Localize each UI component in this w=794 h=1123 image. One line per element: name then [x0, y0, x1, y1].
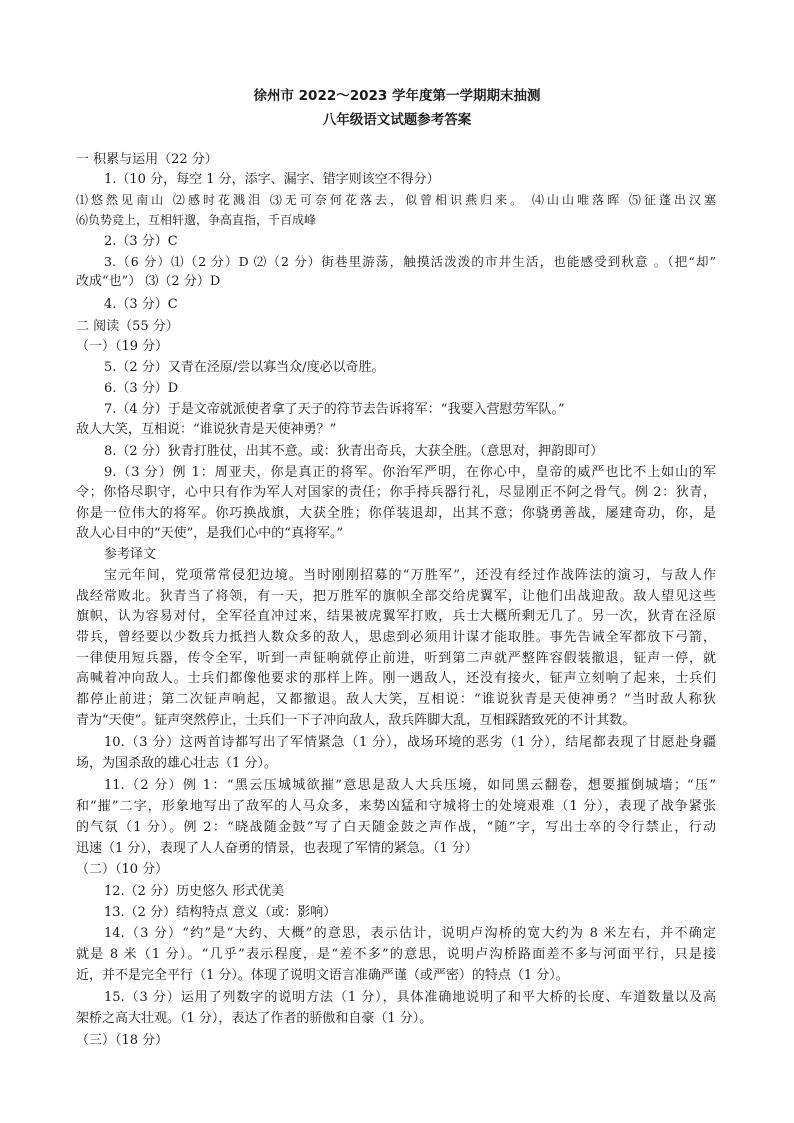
answer-line: 2.（3 分）C: [104, 234, 178, 249]
answer-line: 6.（3 分）D: [104, 381, 179, 396]
answer-line: 改成“也”） ⑶（2 分）D: [76, 274, 221, 289]
translation-line: 带兵，曾经要以少数兵力抵挡人数众多的敌人，思虑到必须用计谋才能取胜。事先告诫全军都放下弓箭，: [76, 630, 716, 645]
answer-line: 你是一位伟大的将军。你巧换战旗，大获全胜；你佯装退却，出其不意；你骁勇善战，屡建奇功，你，是: [76, 506, 716, 521]
translation-line: 旗帜，认为容易对付，全军径直冲过来，结果被虎翼军打败，兵士大概所剩无几了。另一次，狄青在泾原: [76, 609, 716, 624]
answer-line: 7.（4 分）于是文帝就派使者拿了天子的符节去告诉将军：“我要入营慰劳军队。”: [104, 402, 565, 417]
translation-line: 一律使用短兵器，传令全军，听到一声钲响就停止前进，听到第二声就严整阵容假装撤退，钲声一停，就: [76, 651, 716, 666]
section-heading: 二 阅读（55 分）: [76, 319, 179, 334]
answer-line: 14.（3 分）“约”是“大约、大概”的意思，表示估计，说明卢沟桥的宽大约为 8 米左右，并不确定: [104, 926, 716, 941]
answer-line: ⑴悠然见南山 ⑵感时花溅泪 ⑶无可奈何花落去，似曾相识燕归来。 ⑷山山唯落晖 ⑸征蓬出汉塞: [76, 193, 716, 207]
translation-line: 都停止前进；第二次钲声响起，又都撤退。敌人大笑，互相说：“谁说狄青是天使神勇？”当时敌人称狄: [76, 692, 716, 707]
answer-line: 3.（6 分）⑴（2 分）D ⑵（2 分）街巷里游荡，触摸活泼泼的市井生活，也能感受到秋意 。（把“却”: [104, 254, 716, 269]
answer-line: 和“摧”二字，形象地写出了敌军的人马众多，来势凶猛和守城将士的处境艰难（1 分），表现了战争紧张: [76, 799, 716, 814]
answer-line: 9.（3 分）例 1：周亚夫，你是真正的将军。你治军严明，在你心中，皇帝的威严也比不上如山的军: [104, 465, 716, 480]
translation-line: 青为“天使”。钲声突然停止，士兵们一下子冲向敌人，敌兵阵脚大乱，互相踩踏致死的不计其数。: [76, 713, 636, 728]
answer-line: 近，并不是完全平行（1 分）。体现了说明文语言准确严谨（或严密）的特点（1 分）。: [76, 968, 569, 983]
answer-line: 敌人大笑，互相说：“谁说狄青是天使神勇？”: [76, 422, 337, 437]
answer-line: 就是 8 米（1 分）。“几乎”表示程度，是“差不多”的意思，说明卢沟桥路面差不多与河面平行，只是接: [76, 947, 716, 962]
answer-line: 4.（3 分）C: [104, 297, 178, 312]
answer-line: 1.（10 分，每空 1 分，添字、漏字、错字则该空不得分）: [104, 172, 440, 187]
subsection-heading: （三）（18 分）: [76, 1033, 169, 1048]
answer-line: 10.（3 分）这两首诗都写出了军情紧急（1 分），战场环境的恶劣（1 分），结尾都表现了甘愿赴身疆: [104, 735, 716, 750]
answer-line: 11.（2 分）例 1：“黑云压城城欲摧”意思是敌人大兵压境，如同黑云翻卷，想要摧倒城墙；“压”: [104, 778, 716, 793]
subsection-heading: （二）（10 分）: [76, 862, 169, 877]
translation-heading: 参考译文: [104, 547, 157, 562]
answer-line: 架桥之高大壮观。（1 分），表达了作者的骄傲和自豪（1 分）。: [76, 1011, 433, 1026]
section-heading: 一 积累与运用（22 分）: [76, 152, 218, 167]
answer-line: ⑹负势竞上，互相轩邈，争高直指，千百成峰: [76, 213, 317, 227]
translation-line: 战经常败北。狄青当了将领，有一天，把万胜军的旗帜全部交给虎翼军，让他们出战迎敌。敌人望见这些: [76, 589, 716, 604]
answer-line: 13.（2 分）结构特点 意义（或：影响）: [104, 905, 337, 920]
subsection-heading: （一）（19 分）: [76, 339, 169, 354]
answer-line: 15.（3 分）运用了列数字的说明方法（1 分），具体准确地说明了和平大桥的长度、车道数量以及高: [104, 990, 716, 1005]
translation-line: 高喊着冲向敌人。士兵们都像他要求的那样上阵。刚一遇敌人，还没有接火，钲声立刻响了起来，士兵们: [76, 671, 716, 686]
answer-line: 令；你恪尽职守，心中只有作为军人对国家的责任；你手持兵器行礼，尽显刚正不阿之骨气。例 2：狄青，: [76, 485, 716, 500]
answer-line: 12.（2 分）历史悠久 形式优美: [104, 884, 285, 899]
translation-line: 宝元年间，党项常常侵犯边境。当时刚刚招募的“万胜军”，还没有经过作战阵法的演习，与敌人作: [104, 568, 716, 583]
answer-line: 场，为国杀敌的雄心壮志（1 分）。: [76, 756, 277, 771]
answer-line: 的气氛（1 分）。例 2：“晓战随金鼓”写了白天随金鼓之声作战，“随”字，写出士卒的令行禁止，行动: [76, 820, 716, 835]
answer-line: 敌人心目中的“天使”，是我们心中的“真将军。”: [76, 526, 344, 541]
document-subtitle: 八年级语文试题参考答案: [322, 112, 472, 128]
answer-line: 8.（2 分）狄青打胜仗，出其不意。或：狄青出奇兵，大获全胜。（意思对，押韵即可）: [104, 444, 604, 459]
answer-line: 5.（2 分）又青在泾原/尝以寡当众/度必以奇胜。: [104, 360, 385, 375]
document-title: 徐州市 2022～2023 学年度第一学期期末抽测: [253, 88, 541, 104]
answer-line: 迅速（1 分），表现了人人奋勇的情景，也表现了军情的紧急。（1 分）: [76, 841, 478, 856]
